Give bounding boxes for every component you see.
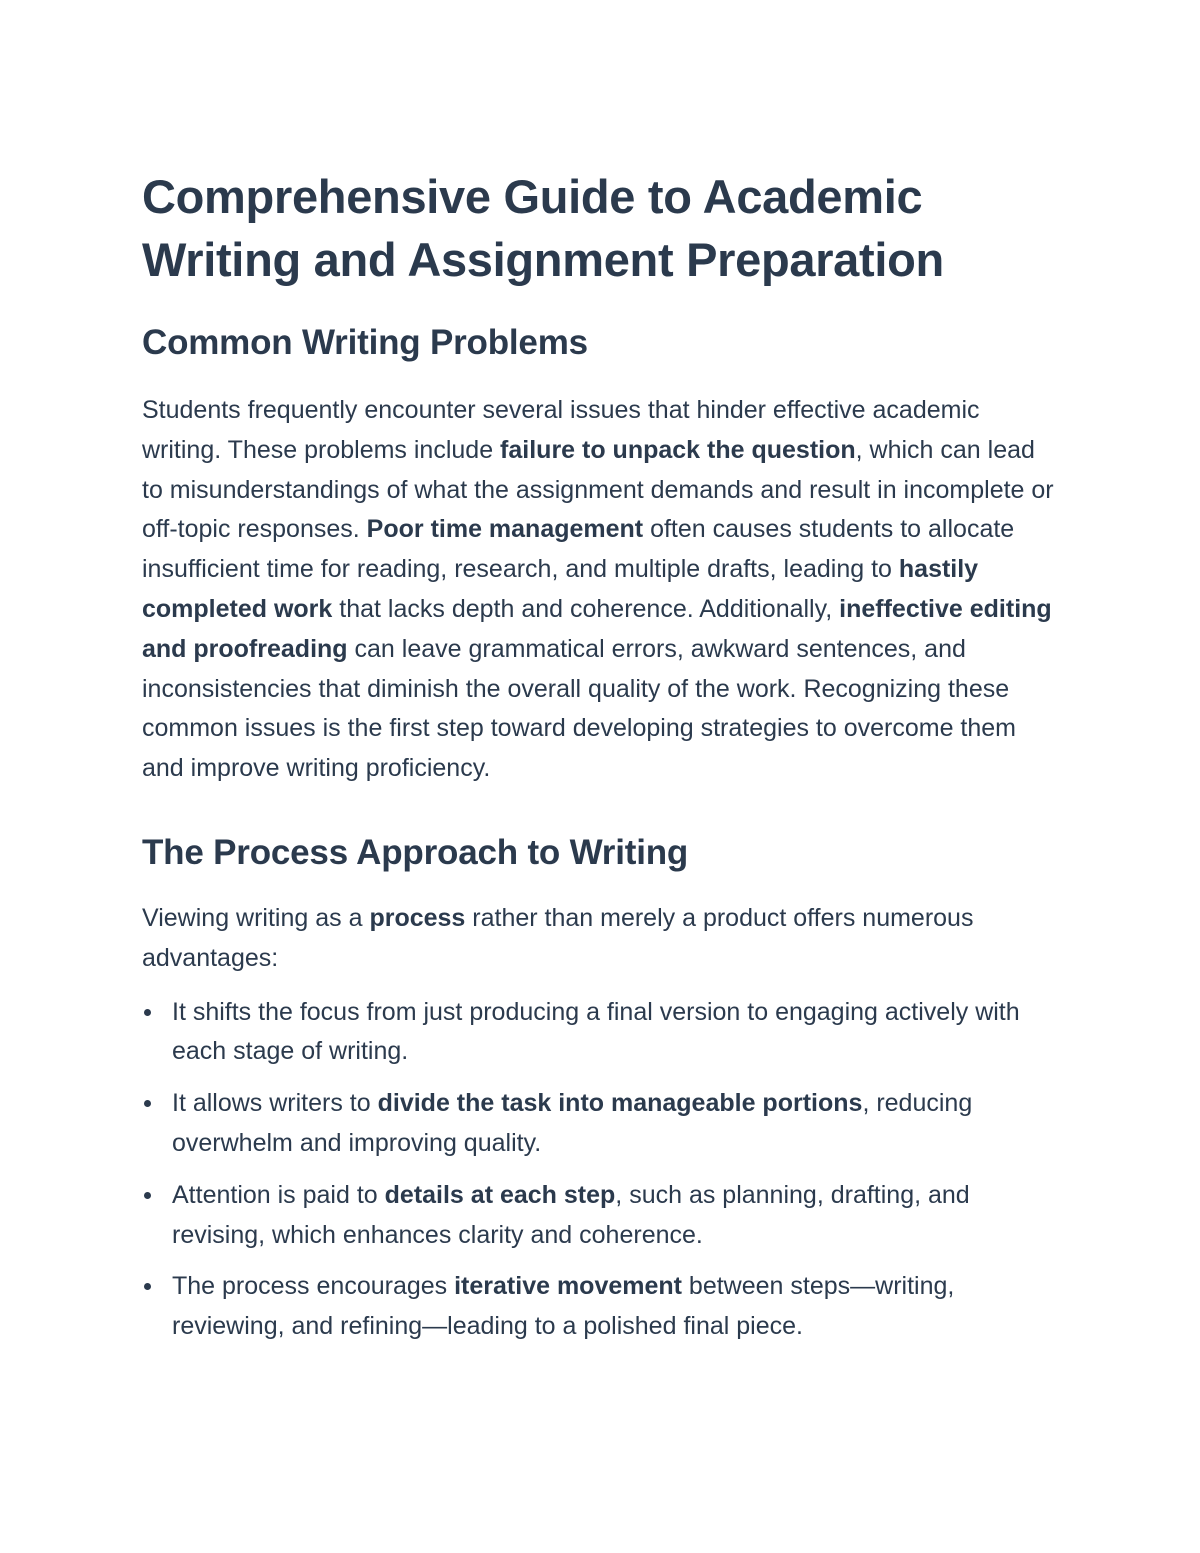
body-text: Viewing writing as a [142,903,370,932]
section-intro-process-approach [142,899,1060,979]
section-heading-process-approach: The Process Approach to Writing [142,832,689,872]
body-text: rather than merely a product offers numerous advantages: [142,903,974,972]
list-item [142,1084,1060,1164]
body-text: , reducing overwhelm and improving quality. [172,1089,973,1157]
list-item [142,1267,1060,1347]
list-item-text [172,998,1020,1066]
body-text: that lacks depth and coherence. Additionally, [332,594,840,623]
body-text: , which can lead to misunderstandings of what the assignment demands and result in incomplete or off-topic responses. [142,435,1054,544]
body-text: , such as planning, drafting, and revising, which enhances clarity and coherence. [172,1180,970,1249]
body-text: often causes students to allocate insufficient time for reading, research, and multiple drafts, leading to [142,515,1015,584]
body-text: Attention is paid to [172,1180,385,1209]
body-text: can leave grammatical errors, awkward sentences, and inconsistencies that diminish the overall quality of the work. Recognizing these common issues is the first step toward developing strategies to overcome them and improve writing proficiency. [142,634,1017,783]
emphasis-text: failure to unpack the question [500,435,856,464]
emphasis-text: process [369,903,466,932]
body-text: Students frequently encounter several issues that hinder effective academic writing. These problems include [142,396,980,464]
list-item [142,993,1060,1073]
section-paragraph-common-writing-problems [142,391,1060,789]
emphasis-text: ineffective editing and proofreading [142,594,1052,663]
bullet-icon [144,1192,151,1199]
body-text: It allows writers to [172,1089,378,1118]
emphasis-text: hastily completed work [142,555,979,623]
emphasis-text: iterative movement [454,1272,682,1301]
list-item-text [172,1089,972,1157]
advantages-list [142,993,1060,1347]
list-item [142,1176,1060,1256]
body-text: The process encourages [172,1272,455,1301]
bullet-icon [144,1009,151,1016]
section-heading-common-writing-problems: Common Writing Problems [142,323,588,362]
emphasis-text: details at each step [384,1180,616,1209]
body-text: between steps—writing, reviewing, and refining—leading to a polished final piece. [172,1272,955,1341]
body-text: It shifts the focus from just producing a final version to engaging actively with each stage of writing. [172,997,1020,1066]
bullet-icon [144,1283,151,1290]
emphasis-text: Poor time management [366,515,644,544]
bullet-icon [144,1100,151,1107]
document-title: Comprehensive Guide to Academic Writing and Assignment Preparation [142,170,944,286]
emphasis-text: divide the task into manageable portions [377,1089,863,1118]
list-item-text [172,1272,954,1340]
list-item-text [172,1181,970,1249]
